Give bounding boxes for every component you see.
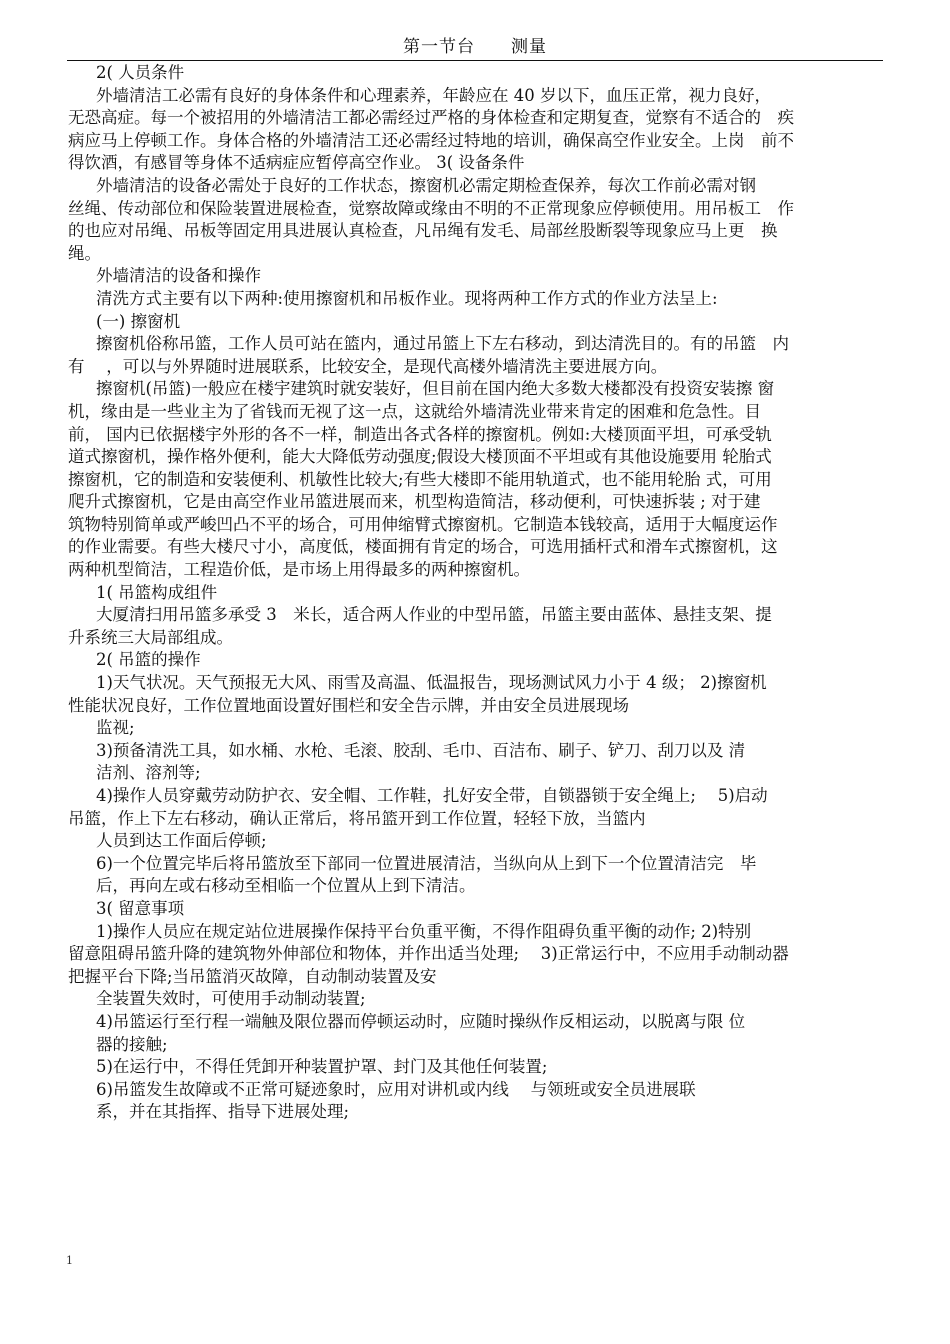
header-rule [67, 60, 883, 61]
text-line: 外墙清洁的设备必需处于良好的工作状态，擦窗机必需定期检查保养，每次工作前必需对钢 [96, 175, 756, 195]
text-line: 把握平台下降;当吊篮消灭故障，自动制动装置及安 [68, 966, 437, 986]
heading-basket-operation: 2( 吊篮的操作 [96, 650, 201, 670]
page-number: 1 [66, 1254, 73, 1267]
document-body [68, 62, 883, 1124]
text-line: 病应马上停顿工作。身体合格的外墙清洁工还必需经过特地的培训，确保高空作业安全。上岗 前不 [68, 130, 794, 150]
text-line: 机，缘由是一些业主为了省钱而无视了这一点，这就给外墙清洗业带来肯定的困难和危急性。目 [68, 401, 761, 421]
text-line: 3)预备清洗工具，如水桶、水枪、毛滚、胶刮、毛巾、百洁布、刷子、铲刀、刮刀以及 清 [96, 740, 746, 760]
text-line: 吊篮，作上下左右移动，确认正常后，将吊篮开到工作位置，轻轻下放，当篮内 [68, 808, 646, 828]
text-line: 绳。 [68, 243, 101, 263]
text-line: 筑物特别简单或严峻凹凸不平的场合，可用伸缩臂式擦窗机。它制造本钱较高，适用于大幅度运作 [68, 514, 778, 534]
text-line: 6)一个位置完毕后将吊篮放至下部同一位置进展清洁，当纵向从上到下一个位置清洁完 毕 [96, 853, 757, 873]
text-line: 监视; [96, 718, 135, 738]
text-line: 大厦清扫用吊篮多承受 3 米长，适合两人作业的中型吊篮，吊篮主要由蓝体、悬挂支架、提 [96, 605, 772, 625]
text-line: 升系统三大局部组成。 [68, 627, 233, 647]
text-line: 系，并在其指挥、指导下进展处理; [96, 1102, 350, 1122]
heading-basket-components: 1( 吊篮构成组件 [96, 582, 218, 602]
text-line: 人员到达工作面后停顿; [96, 831, 267, 851]
text-line: 器的接触; [96, 1034, 168, 1054]
text-line: 的也应对吊绳、吊板等固定用具进展认真检查，凡吊绳有发毛、局部丝股断裂等现象应马上更 换 [68, 221, 778, 241]
heading-precautions: 3( 留意事项 [96, 898, 185, 918]
text-line: 5)在运行中，不得任凭卸开种装置护罩、封门及其他任何装置; [96, 1057, 548, 1077]
text-line: 1)操作人员应在规定站位进展操作保持平台负重平衡，不得作阻碍负重平衡的动作; 2)特别 [96, 921, 752, 941]
text-line: 擦窗机，它的制造和安装便利、机敏性比较大;有些大楼即不能用轨道式，也不能用轮胎 式，可用 [68, 469, 772, 489]
text-line: 擦窗机俗称吊篮，工作人员可站在篮内，通过吊篮上下左右移动，到达清洗目的。有的吊篮 内 [96, 334, 789, 354]
text-line: 有 ，可以与外界随时进展联系，比较安全，是现代高楼外墙清洗主要进展方向。 [68, 356, 668, 376]
text-line: 无恐高症。每一个被招用的外墙清洁工都必需经过严格的身体检查和定期复查，觉察有不适合的 疾 [68, 108, 794, 128]
text-line: 道式擦窗机，操作格外便利，能大大降低劳动强度;假设大楼顶面不平坦或有其他设施要用 轮胎式 [68, 447, 772, 467]
text-line: 擦窗机(吊篮)一般应在楼宇建筑时就安装好，但目前在国内绝大多数大楼都没有投资安装擦 窗 [96, 379, 775, 399]
text-line: 性能状况良好，工作位置地面设置好围栏和安全告示牌，并由安全员进展现场 [68, 695, 629, 715]
text-line: 清洗方式主要有以下两种:使用擦窗机和吊板作业。现将两种工作方式的作业方法呈上: [96, 288, 718, 308]
text-line: 1)天气状况。天气预报无大风、雨雪及高温、低温报告，现场测试风力小于 4 级； 2)擦窗机 [96, 673, 767, 693]
text-line: 洁剂、溶剂等; [96, 763, 201, 783]
text-line: 4)操作人员穿戴劳动防护衣、安全帽、工作鞋，扎好安全带，自锁器锁于安全绳上; 5)启动 [96, 786, 768, 805]
text-line: 留意阻碍吊篮升降的建筑物外伸部位和物体，并作出适当处理; 3)正常运行中，不应用手动制动器 [68, 944, 789, 964]
text-line: 得饮酒，有感冒等身体不适病症应暂停高空作业。 3( 设备条件 [68, 153, 525, 173]
page-header: 第一节台 测量 [403, 37, 547, 57]
heading-equipment-operation: 外墙清洁的设备和操作 [96, 266, 261, 286]
heading-personnel: 2( 人员条件 [96, 63, 185, 82]
text-line: 4)吊篮运行至行程一端触及限位器而停顿运动时，应随时操纵作反相运动，以脱离与限 位 [96, 1011, 746, 1031]
text-line: 爬升式擦窗机，它是由高空作业吊篮进展而来，机型构造简洁，移动便利，可快速拆装 ; 对于建 [68, 492, 761, 512]
text-line: 丝绳、传动部位和保险装置进展检查，觉察故障或缘由不明的不正常现象应停顿使用。用吊板工 作 [68, 198, 794, 218]
text-line: 后，再向左或右移动至相临一个位置从上到下清洁。 [96, 876, 476, 896]
text-line: 全装置失效时，可使用手动制动装置; [96, 989, 366, 1009]
heading-window-cleaner: (一) 擦窗机 [96, 311, 181, 331]
text-line: 两种机型简洁，工程造价低，是市场上用得最多的两种擦窗机。 [68, 560, 530, 580]
text-line: 6)吊篮发生故障或不正常可疑迹象时，应用对讲机或内线 与领班或安全员进展联 [96, 1079, 696, 1099]
text-line: 的作业需要。有些大楼尺寸小，高度低，楼面拥有肯定的场合，可选用插杆式和滑车式擦窗机，这 [68, 537, 778, 557]
text-line: 外墙清洁工必需有良好的身体条件和心理素养，年龄应在 40 岁以下，血压正常，视力良好， [96, 85, 771, 105]
text-line: 前， 国内已依据楼宇外形的各不一样，制造出各式各样的擦窗机。例如:大楼顶面平坦，可承受轨 [68, 424, 772, 444]
